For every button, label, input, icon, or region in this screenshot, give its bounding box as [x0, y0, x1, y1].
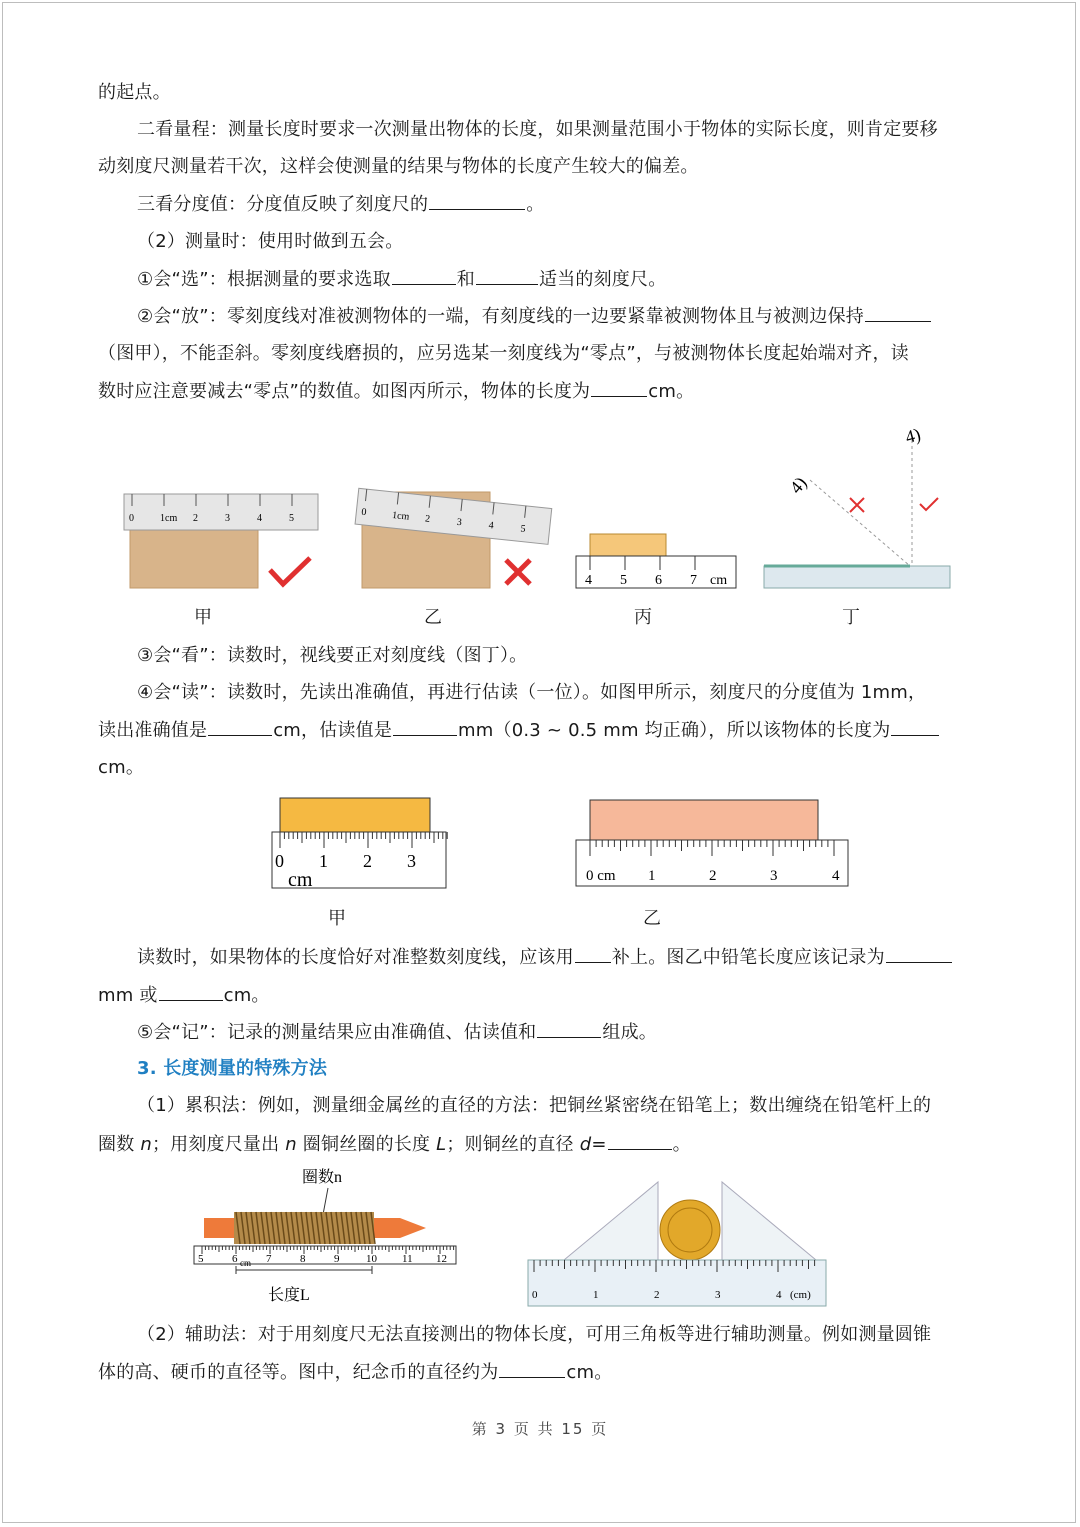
- tick-label: 1: [593, 1289, 599, 1301]
- text-line: （图甲），不能歪斜。零刻度线磨损的，应另选某一刻度线为“零点”，与被测物体长度起始端对齐，读: [98, 343, 909, 364]
- coil-count-label: 圈数n: [302, 1169, 343, 1186]
- tick-label: 12: [436, 1253, 447, 1265]
- answer-blank[interactable]: [393, 717, 457, 736]
- tick-label: 0: [532, 1289, 538, 1301]
- tick-label: 3: [770, 868, 778, 884]
- answer-blank[interactable]: [476, 266, 538, 285]
- answer-blank[interactable]: [208, 717, 272, 736]
- tick-label: 5: [620, 573, 627, 588]
- cross-icon: [850, 498, 864, 512]
- answer-blank[interactable]: [575, 944, 611, 963]
- figure-caption: 丙: [634, 607, 652, 628]
- figure-caption: 乙: [643, 908, 661, 929]
- text-line: 动刻度尺测量若干次，这样会使测量的结果与物体的长度产生较大的偏差。: [98, 156, 699, 177]
- tick-label: 1: [648, 868, 656, 884]
- answer-blank[interactable]: [608, 1131, 672, 1150]
- tick-label: 1: [319, 851, 328, 871]
- tick-label: 2: [709, 868, 717, 884]
- tick-label: 3: [407, 851, 416, 871]
- answer-blank[interactable]: [865, 303, 931, 322]
- figure-caption: 丁: [842, 607, 860, 628]
- text-line: （1）累积法：例如，测量细金属丝的直径的方法：把铜丝紧密绕在铅笔上；数出缠绕在铅笔杆上的: [137, 1095, 932, 1116]
- text-line: mm 或 cm。: [98, 982, 270, 1009]
- text-line: 数时应注意要减去“零点”的数值。如图丙所示，物体的长度为 cm。: [98, 378, 694, 405]
- answer-blank[interactable]: [429, 191, 525, 210]
- tick-label: 3: [456, 516, 463, 529]
- text-line: 体的高、硬币的直径等。图中，纪念币的直径约为 cm。: [98, 1359, 612, 1386]
- text-line: 三看分度值：分度值反映了刻度尺的 。: [137, 191, 544, 218]
- tick-label: 4: [832, 868, 840, 884]
- unit-label: cm: [710, 573, 728, 588]
- tick-label: 4: [257, 513, 262, 524]
- tick-label: 2: [193, 513, 198, 524]
- text-line: 二看量程：测量长度时要求一次测量出物体的长度，如果测量范围小于物体的实际长度，则肯定要移: [137, 119, 938, 140]
- text-line: cm。: [98, 757, 145, 778]
- text-line: 圈数 n；用刻度尺量出 n 圈铜丝圈的长度 L；则铜丝的直径 d= 。: [98, 1131, 691, 1158]
- check-icon: [920, 498, 938, 510]
- cross-icon: [506, 560, 530, 584]
- text-line: ③会“看”：读数时，视线要正对刻度线（图丁）。: [137, 645, 528, 666]
- text-line: ①会“选”：根据测量的要求选取 和 适当的刻度尺。: [137, 266, 666, 293]
- section-heading: 3. 长度测量的特殊方法: [137, 1058, 328, 1079]
- text-line: ④会“读”：读数时，先读出准确值，再进行估读（一位）。如图甲所示，刻度尺的分度值为 1mm，: [137, 682, 927, 703]
- special-method-figures: [190, 1162, 840, 1310]
- answer-blank[interactable]: [499, 1359, 565, 1378]
- tick-label: 4: [776, 1289, 782, 1301]
- tick-label: 1cm: [160, 513, 178, 524]
- answer-blank[interactable]: [392, 266, 456, 285]
- eye-icon: 4): [785, 472, 811, 498]
- tick-label: 4: [585, 573, 592, 588]
- figure-jia-correct-placement: [124, 494, 318, 588]
- text-line: 读出准确值是 cm，估读值是 mm（0.3 ~ 0.5 mm 均正确），所以该物体的长度为: [98, 717, 940, 744]
- page-footer: 第 3 页 共 15 页: [471, 1420, 609, 1438]
- tick-label: 2: [654, 1289, 660, 1301]
- tick-label: 11: [402, 1253, 413, 1265]
- tick-label: 4: [488, 520, 495, 532]
- tick-label: 0: [360, 506, 367, 519]
- figure-caption: 甲: [194, 607, 212, 628]
- figure-yi-wrong-placement: [355, 488, 552, 588]
- answer-blank[interactable]: [886, 944, 952, 963]
- answer-blank[interactable]: [159, 982, 223, 1001]
- figure-coiled-wire: [194, 1168, 456, 1304]
- length-label: 长度L: [268, 1287, 310, 1304]
- tick-label: 3: [715, 1289, 721, 1301]
- tick-label: 2: [363, 851, 372, 871]
- tick-label: 0: [275, 851, 284, 871]
- answer-blank[interactable]: [537, 1019, 601, 1038]
- text-line: （2）辅助法：对于用刻度尺无法直接测出的物体长度，可用三角板等进行辅助测量。例如测量圆锥: [137, 1324, 932, 1345]
- tick-label: 9: [334, 1253, 340, 1265]
- tick-label: 7: [266, 1253, 272, 1265]
- tick-label: 3: [225, 513, 230, 524]
- answer-blank[interactable]: [591, 378, 647, 397]
- figure-ding-line-of-sight: [764, 424, 950, 588]
- tick-label: 2: [424, 513, 431, 525]
- check-icon: [270, 558, 310, 584]
- ruler-placement-figures: [120, 420, 960, 610]
- figure-caption: 甲: [328, 908, 346, 929]
- tick-label: 1cm: [391, 509, 410, 523]
- unit-label: cm: [288, 869, 313, 891]
- eye-icon: 4): [903, 424, 923, 448]
- tick-label: 5: [198, 1253, 204, 1265]
- unit-label: (cm): [790, 1289, 811, 1301]
- text-line: ②会“放”：零刻度线对准被测物体的一端，有刻度线的一边要紧靠被测物体且与被测边保持: [137, 303, 932, 330]
- figure-caption: 乙: [424, 607, 442, 628]
- figure-jia-reading: [272, 798, 447, 891]
- tick-label: 6: [232, 1253, 238, 1265]
- unit-label: cm: [240, 1258, 251, 1268]
- tick-label: 10: [366, 1253, 377, 1265]
- figure-coin-triangles: [528, 1182, 826, 1306]
- text-line: ⑤会“记”：记录的测量结果应由准确值、估读值和 组成。: [137, 1019, 657, 1046]
- answer-blank[interactable]: [891, 717, 939, 736]
- figure-bing-offset-zero: [576, 534, 736, 588]
- text-line: 的起点。: [98, 82, 171, 103]
- text-line: （2）测量时：使用时做到五会。: [137, 231, 404, 252]
- unit-label: 0 cm: [586, 868, 616, 884]
- text-line: 读数时，如果物体的长度恰好对准整数刻度线，应该用 补上。图乙中铅笔长度应该记录为: [137, 944, 953, 971]
- reading-figures: [260, 792, 860, 902]
- figure-yi-reading: [576, 800, 848, 886]
- tick-label: 8: [300, 1253, 306, 1265]
- tick-label: 0: [129, 513, 134, 524]
- tick-label: 5: [519, 523, 527, 535]
- tick-label: 5: [289, 513, 294, 524]
- tick-label: 7: [690, 573, 697, 588]
- tick-label: 6: [655, 573, 662, 588]
